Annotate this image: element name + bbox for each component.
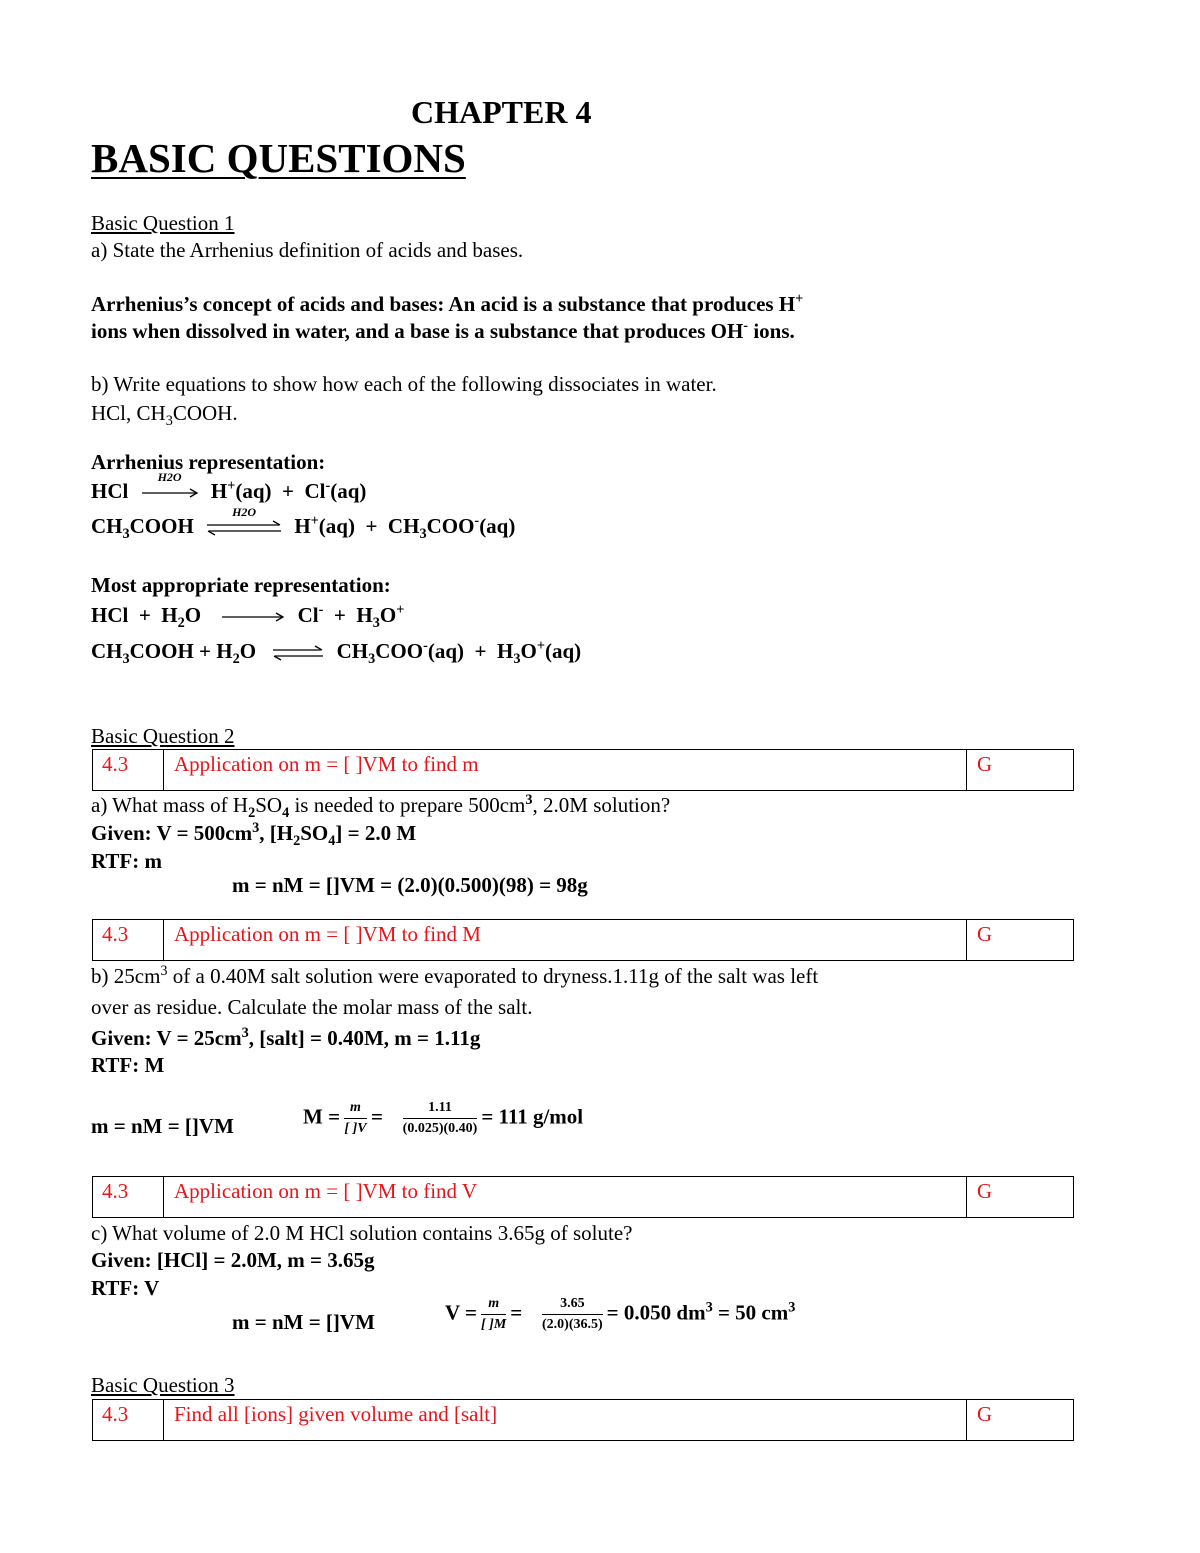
answer-line-1-text: Arrhenius’s concept of acids and bases: An acid is a substance that produces H [91, 292, 796, 316]
forward-arrow-icon: H2O [140, 482, 200, 504]
question-2b-line-2: over as residue. Calculate the molar mass of the salt. [91, 995, 533, 1019]
equation-hcl-water: HCl + $H_2O$ $Cl^- + H_3O^+$ [91, 602, 405, 632]
question-2b-line-1: b) $25cm^3$ of a 0.40M salt solution were evaporated to dryness.1.11g of the salt was left [91, 963, 819, 988]
fraction-numeric: $\frac{3.65}{(2.0)(36.5)}$ [542, 1296, 603, 1332]
equation-hcl-arrhenius: HCl H2O H+(aq) + Cl-(aq) [91, 470, 367, 503]
equation-acetic-water: $CH_3COOH + H_2O$ $CH_3COO^-(aq) + H_3O^+(aq)$ [91, 638, 582, 668]
question-2c-formula: m = nM = []VM [232, 1310, 375, 1334]
arrhenius-answer-line-1: Arrhenius’s concept of acids and bases: An acid is a substance that produces H+ [91, 291, 804, 316]
question-1b-text: b) Write equations to show how each of the following dissociates in water. [91, 372, 717, 396]
topic-level: G [977, 1179, 993, 1203]
answer-line-2-text: ions when dissolved in water, and a base is a substance that produces OH [91, 319, 744, 343]
topic-level: G [977, 1402, 993, 1426]
topic-level: G [977, 922, 993, 946]
topic-code: 4.3 [102, 1402, 129, 1426]
question-1-heading: Basic Question 1 [91, 211, 235, 235]
chapter-title: CHAPTER 4 [411, 94, 592, 130]
fraction-m-over-cv: $\frac{m}{[ ]V}$ [344, 1100, 367, 1136]
equation-acetic-arrhenius: $CH_3COOH$ H2O $H^+(aq) + CH_3COO^-(aq)$ [91, 505, 516, 543]
forward-arrow-icon [220, 606, 286, 628]
question-2c-solution: V = $\frac{m}{[ ]M}$ = $\frac{3.65}{(2.0)(36.5)}$ = 0.050 $dm^3 = 50$ $cm^3$ [445, 1296, 796, 1332]
question-2c-given: Given: [HCl] = 2.0M, m = 3.65g [91, 1248, 375, 1272]
most-appropriate-heading: Most appropriate representation: [91, 573, 391, 597]
topic-description: Application on m = [ ]VM to find M [174, 922, 481, 946]
topic-description: Application on m = [ ]VM to find m [174, 752, 479, 776]
answer-line-2-end: ions. [748, 319, 795, 343]
question-3-heading: Basic Question 3 [91, 1373, 235, 1397]
question-2a-text: a) What mass of $H_2SO_4$ is needed to prepare $500cm^3$, 2.0M solution? [91, 792, 671, 822]
topic-table-3 [92, 1399, 1074, 1441]
equilibrium-arrow-icon: H2O [205, 517, 283, 539]
question-2c-rtf: RTF: V [91, 1276, 160, 1300]
question-2b-solution: M = $\frac{m}{[ ]V}$ = $\frac{1.11}{(0.025)(0.40)}$ = 111 g/mol [303, 1100, 584, 1136]
page-title: BASIC QUESTIONS [91, 135, 466, 181]
question-1a-text: a) State the Arrhenius definition of acids and bases. [91, 238, 524, 262]
question-2b-rtf: RTF: M [91, 1053, 165, 1077]
topic-level: G [977, 752, 993, 776]
topic-description: Application on m = [ ]VM to find V [174, 1179, 478, 1203]
topic-table-2b [92, 919, 1074, 961]
topic-code: 4.3 [102, 752, 129, 776]
topic-table-2c [92, 1176, 1074, 1218]
fraction-numeric: $\frac{1.11}{(0.025)(0.40)}$ [402, 1100, 478, 1136]
question-2b-result: = 111 g/mol [481, 1104, 584, 1129]
question-1b-species: HCl, $CH_3COOH$. [91, 401, 238, 430]
topic-code: 4.3 [102, 1179, 129, 1203]
topic-code: 4.3 [102, 922, 129, 946]
question-2a-given: Given: $V = 500cm^3$, $[H_2SO_4] = 2.0$ M [91, 820, 417, 850]
topic-table-2a [92, 749, 1074, 791]
arrhenius-representation-heading: Arrhenius representation: [91, 450, 326, 474]
question-2c-text: c) What volume of 2.0 M HCl solution contains 3.65g of solute? [91, 1221, 633, 1245]
topic-description: Find all [ions] given volume and [salt] [174, 1402, 498, 1426]
arrhenius-answer-line-2: ions when dissolved in water, and a base is a substance that produces OH- ions. [91, 318, 795, 343]
question-2b-formula: m = nM = []VM [91, 1114, 234, 1138]
question-2-heading: Basic Question 2 [91, 724, 235, 748]
question-2b-given: Given: $V = 25cm^3$, [salt] = 0.40M, m = 1.11g [91, 1025, 481, 1050]
equilibrium-arrow-icon [271, 642, 325, 664]
fraction-m-over-cm: $\frac{m}{[ ]M}$ [481, 1296, 507, 1332]
question-2a-rtf: RTF: m [91, 849, 162, 873]
question-2a-solution: m = nM = []VM = (2.0)(0.500)(98) = 98g [232, 873, 588, 897]
